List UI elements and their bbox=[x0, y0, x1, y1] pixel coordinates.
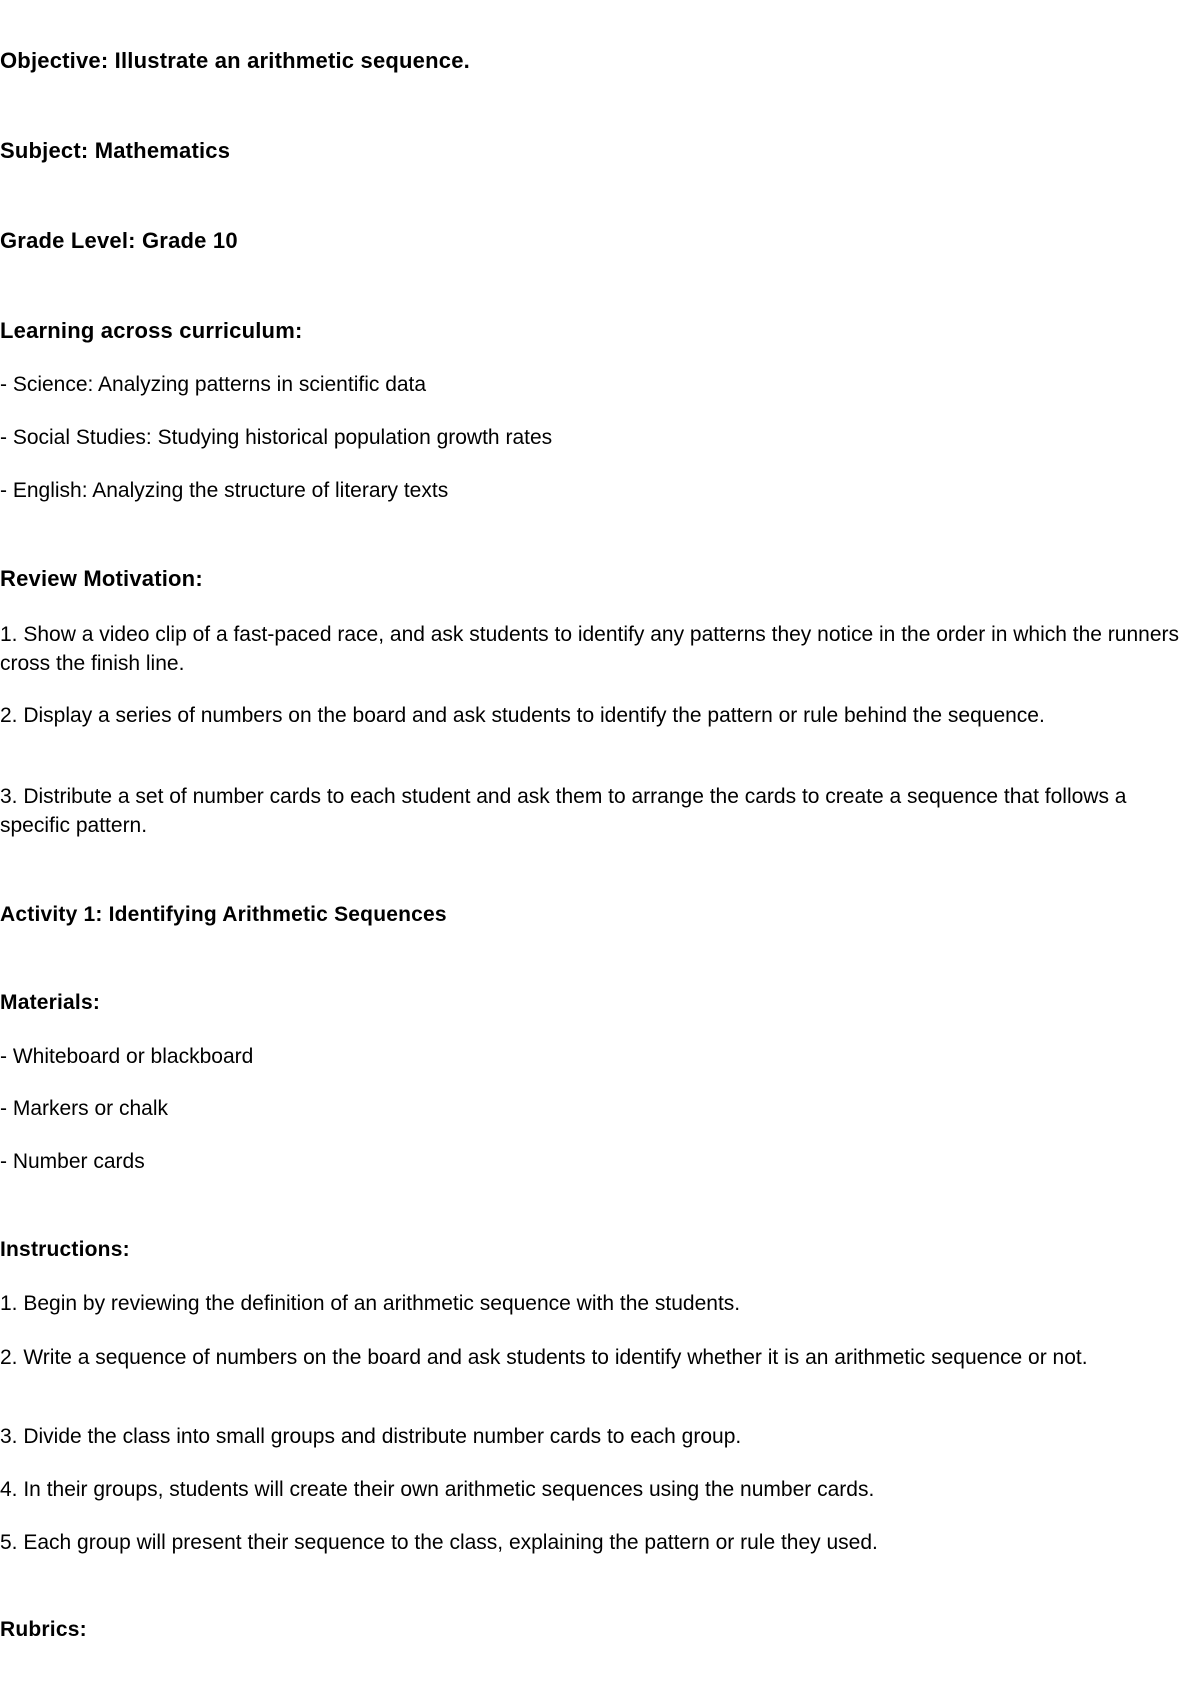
review-motivation-item-1: 1. Show a video clip of a fast-paced race, and ask students to identify any patterns they notice in the order in which the runners cross the finish line. bbox=[0, 623, 1180, 675]
instruction-item-5: 5. Each group will present their sequence to the class, explaining the pattern or rule they used. bbox=[0, 1531, 878, 1554]
materials-heading: Materials: bbox=[0, 991, 101, 1014]
materials-item-whiteboard: - Whiteboard or blackboard bbox=[0, 1045, 254, 1068]
curriculum-item-social-studies: - Social Studies: Studying historical population growth rates bbox=[0, 426, 553, 449]
objective-heading: Objective: Illustrate an arithmetic sequence. bbox=[0, 48, 470, 73]
curriculum-item-science: - Science: Analyzing patterns in scientific data bbox=[0, 373, 427, 396]
instruction-item-4: 4. In their groups, students will create their own arithmetic sequences using the number cards. bbox=[0, 1478, 875, 1501]
instructions-heading: Instructions: bbox=[0, 1238, 130, 1261]
materials-item-markers: - Markers or chalk bbox=[0, 1097, 169, 1120]
subject-heading: Subject: Mathematics bbox=[0, 138, 231, 163]
instruction-item-2: 2. Write a sequence of numbers on the board and ask students to identify whether it is an arithmetic sequence or not. bbox=[0, 1346, 1088, 1369]
review-motivation-heading: Review Motivation: bbox=[0, 566, 203, 591]
instruction-item-3: 3. Divide the class into small groups and distribute number cards to each group. bbox=[0, 1425, 742, 1448]
curriculum-heading: Learning across curriculum: bbox=[0, 318, 303, 343]
rubrics-heading: Rubrics: bbox=[0, 1618, 87, 1641]
materials-item-number-cards: - Number cards bbox=[0, 1150, 145, 1173]
activity1-heading: Activity 1: Identifying Arithmetic Sequences bbox=[0, 903, 447, 926]
review-motivation-item-3: 3. Distribute a set of number cards to each student and ask them to arrange the cards to create a sequence that follows a specific pattern. bbox=[0, 785, 1127, 837]
instruction-item-1: 1. Begin by reviewing the definition of an arithmetic sequence with the students. bbox=[0, 1292, 741, 1315]
curriculum-item-english: - English: Analyzing the structure of literary texts bbox=[0, 479, 449, 502]
grade-level-heading: Grade Level: Grade 10 bbox=[0, 228, 238, 253]
review-motivation-item-2: 2. Display a series of numbers on the board and ask students to identify the pattern or rule behind the sequence. bbox=[0, 704, 1045, 727]
